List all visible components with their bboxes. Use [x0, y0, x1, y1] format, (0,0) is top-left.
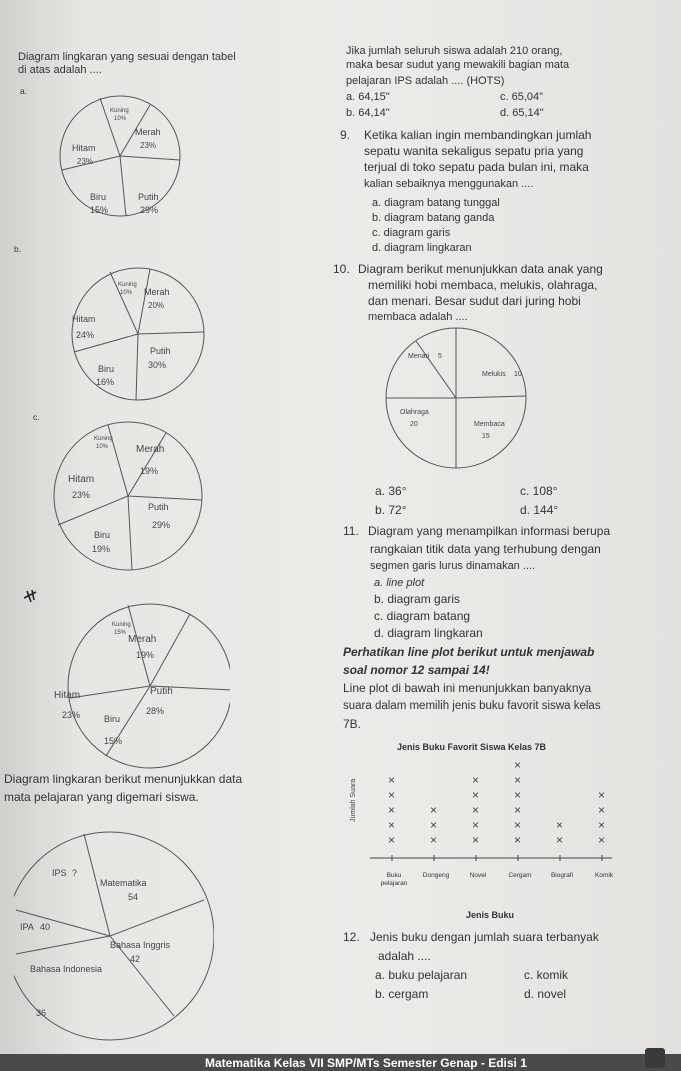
q8-stem-line-2: mata pelajaran yang digemari siswa.: [4, 790, 199, 804]
line-plot-mark: ×: [472, 818, 480, 832]
pie-ips-value: ?: [72, 868, 78, 878]
option-d-handwritten-mark: [22, 588, 40, 604]
q11-option-b[interactable]: b. diagram garis: [374, 592, 461, 606]
q10-line-2: memiliki hobi membaca, melukis, olahraga,: [368, 278, 598, 292]
pie-b-label-kuning: Kuning: [118, 282, 137, 288]
pie-c-label-kuning: Kuning: [94, 436, 113, 442]
pie-b-pct-kuning: 10%: [120, 290, 133, 296]
line-plot-mark: ×: [472, 788, 480, 802]
pie-d-pct-biru: 15%: [104, 736, 123, 746]
option-c-label: c.: [33, 412, 40, 422]
pie-menari-value: 5: [438, 353, 442, 360]
line-plot-title: Jenis Buku Favorit Siswa Kelas 7B: [397, 742, 547, 752]
q9-option-c[interactable]: c. diagram garis: [372, 227, 451, 239]
pie-menari-label: Menari: [408, 353, 430, 360]
pie-b-label-merah: Merah: [144, 287, 170, 297]
q11-line-1: Diagram yang menampilkan informasi berupa: [368, 524, 611, 538]
pie-a-label-putih: Putih: [138, 192, 159, 202]
q10-line-3: dan menari. Besar sudut dari juring hobi: [368, 294, 581, 308]
q10-option-d[interactable]: d. 144°: [520, 503, 559, 517]
pie-hobi: [370, 326, 550, 476]
q8-option-c[interactable]: c. 65,04": [500, 91, 544, 103]
line-plot-tick-label: Komik: [594, 872, 614, 879]
q9-line-2: sepatu wanita sekaligus sepatu pria yang: [364, 144, 584, 158]
line-plot-mark: ×: [388, 818, 396, 832]
q9-option-b[interactable]: b. diagram batang ganda: [372, 212, 495, 224]
line-plot-mark: ×: [598, 788, 606, 802]
q8-stem-line-1: Diagram lingkaran berikut menunjukkan data: [4, 772, 243, 786]
question-intro-line-1: Diagram lingkaran yang sesuai dengan tabel: [18, 51, 236, 63]
pie-membaca-value: 15: [482, 433, 490, 440]
line-plot-mark: ×: [514, 803, 522, 817]
q9-line-1: Ketika kalian ingin membandingkan jumlah: [364, 128, 592, 142]
line-plot-mark: ×: [556, 833, 564, 847]
pie-d-pct-hitam: 23%: [62, 710, 81, 720]
pie-c-label-merah: Merah: [136, 444, 165, 455]
pie-b-pct-biru: 16%: [96, 377, 115, 387]
pie-a-pct-kuning: 10%: [114, 116, 127, 122]
pie-matematika-label: Matematika: [100, 878, 147, 888]
line-plot-mark: ×: [388, 773, 396, 787]
q9-option-d[interactable]: d. diagram lingkaran: [372, 242, 472, 254]
line-plot: [340, 752, 616, 872]
line-plot-tick-label: Novel: [469, 872, 487, 879]
pie-bahasa-inggris-value: 42: [130, 954, 141, 964]
option-a-label: a.: [20, 86, 28, 96]
line-plot-mark: ×: [514, 818, 522, 832]
line-plot-mark: ×: [556, 818, 564, 832]
q11-option-a[interactable]: a. line plot: [374, 577, 425, 589]
pie-a-label-hitam: Hitam: [72, 143, 96, 153]
q10-option-b[interactable]: b. 72°: [375, 503, 407, 517]
pie-ips-label: IPS: [52, 868, 67, 878]
pie-melukis-label: Melukis: [482, 371, 506, 378]
line-plot-mark: ×: [430, 803, 438, 817]
pie-option-a: [40, 88, 220, 228]
instruction-line-1: Perhatikan line plot berikut untuk menjawab: [343, 645, 595, 659]
line-plot-mark: ×: [430, 818, 438, 832]
line-plot-mark: ×: [514, 773, 522, 787]
q10-line-4: membaca adalah ....: [368, 311, 468, 323]
pie-d-label-putih: Putih: [150, 686, 173, 697]
pie-a-pct-merah: 23%: [140, 141, 157, 150]
q8-text-line-3: pelajaran IPS adalah .... (HOTS): [346, 75, 505, 87]
q10-option-c[interactable]: c. 108°: [520, 484, 558, 498]
q9-option-a[interactable]: a. diagram batang tunggal: [372, 197, 500, 209]
pie-bahasa-inggris-label: Bahasa Inggris: [110, 940, 171, 950]
pie-olahraga-label: Olahraga: [400, 409, 429, 416]
line-plot-mark: ×: [514, 758, 522, 772]
pie-c-pct-putih: 29%: [152, 520, 171, 530]
line-plot-mark: ×: [472, 803, 480, 817]
pie-b-label-biru: Biru: [98, 364, 115, 374]
pie-c-pct-merah: 19%: [140, 466, 159, 476]
q8-text-line-2: maka besar sudut yang mewakili bagian mata: [346, 59, 570, 71]
line-plot-mark: ×: [472, 833, 480, 847]
q12-option-d[interactable]: d. novel: [524, 987, 567, 1001]
q12-line-1: Jenis buku dengan jumlah suara terbanyak: [370, 930, 599, 944]
q12-option-c[interactable]: c. komik: [524, 968, 569, 982]
option-b-label: b.: [14, 244, 22, 254]
pie-ipa-value: 40: [40, 922, 51, 932]
instruction-line-3: Line plot di bawah ini menunjukkan banyaknya: [343, 681, 592, 695]
pie-d-pct-merah: 19%: [136, 650, 155, 660]
question-intro-line-2: di atas adalah ....: [18, 64, 102, 76]
line-plot-tick-label: Cergam: [508, 872, 532, 879]
pie-d-label-merah: Merah: [128, 634, 157, 645]
q12-line-2: adalah ....: [378, 949, 431, 963]
line-plot-mark: ×: [598, 803, 606, 817]
pie-mata-pelajaran: [14, 826, 214, 1046]
q11-line-3: segmen garis lurus dinamakan ....: [370, 560, 536, 572]
pie-option-c: [40, 420, 220, 576]
line-plot-mark: ×: [472, 773, 480, 787]
q8-option-b[interactable]: b. 64,14": [346, 107, 390, 119]
pie-c-label-putih: Putih: [148, 502, 169, 512]
pie-a-label-merah: Merah: [135, 127, 161, 137]
pie-membaca-label: Membaca: [474, 421, 505, 428]
q12-option-a[interactable]: a. buku pelajaran: [375, 968, 468, 982]
q12-option-b[interactable]: b. cergam: [375, 987, 429, 1001]
q11-option-c[interactable]: c. diagram batang: [374, 609, 471, 623]
pie-d-pct-kuning: 15%: [114, 630, 127, 636]
pie-a-pct-biru: 15%: [90, 205, 109, 215]
pie-b-pct-putih: 30%: [148, 360, 167, 370]
q11-option-d[interactable]: d. diagram lingkaran: [374, 626, 483, 640]
line-plot-mark: ×: [598, 818, 606, 832]
q8-option-a[interactable]: a. 64,15": [346, 91, 390, 103]
footer: [0, 1054, 681, 1071]
q9-number: 9.: [340, 128, 351, 142]
instruction-line-5: 7B.: [343, 717, 362, 731]
line-plot-tick-label: Biografi: [550, 872, 574, 879]
line-plot-ylabel: Jumlah Suara: [350, 778, 357, 822]
q8-text-line-1: Jika jumlah seluruh siswa adalah 210 orang,: [346, 45, 563, 57]
q9-line-3: terjual di toko sepatu pada bulan ini, maka: [364, 160, 589, 174]
q10-option-a[interactable]: a. 36°: [375, 484, 407, 498]
pie-matematika-value: 54: [128, 892, 139, 902]
pie-option-b: [40, 262, 220, 412]
line-plot-mark: ×: [388, 803, 396, 817]
page-tab: [645, 1048, 665, 1068]
pie-melukis-value: 10: [514, 371, 522, 378]
pie-d-label-kuning: Kuning: [112, 622, 131, 628]
q9-line-4: kalian sebaiknya menggunakan ....: [364, 178, 534, 190]
line-plot-mark: ×: [598, 833, 606, 847]
pie-d-label-hitam: Hitam: [54, 690, 81, 701]
q8-option-d[interactable]: d. 65,14": [500, 107, 544, 119]
pie-c-pct-kuning: 10%: [96, 444, 109, 450]
pie-bahasa-indonesia-value: 36: [36, 1008, 47, 1018]
pie-b-pct-merah: 20%: [148, 301, 165, 310]
pie-option-d: [40, 602, 230, 772]
pie-b-pct-hitam: 24%: [76, 330, 95, 340]
q10-line-1: Diagram berikut menunjukkan data anak yang: [358, 262, 603, 276]
pie-b-label-putih: Putih: [150, 346, 171, 356]
pie-c-label-hitam: Hitam: [68, 474, 95, 485]
instruction-line-2: soal nomor 12 sampai 14!: [343, 663, 490, 677]
pie-c-label-biru: Biru: [94, 530, 111, 540]
pie-c-pct-hitam: 23%: [72, 490, 91, 500]
pie-ipa-label: IPA: [20, 922, 34, 932]
pie-a-pct-hitam: 23%: [77, 157, 94, 166]
line-plot-mark: ×: [514, 788, 522, 802]
line-plot-mark: ×: [388, 788, 396, 802]
line-plot-xlabel: Jenis Buku: [466, 910, 515, 920]
line-plot-mark: ×: [514, 833, 522, 847]
q11-line-2: rangkaian titik data yang terhubung dengan: [370, 542, 601, 556]
instruction-line-4: suara dalam memilih jenis buku favorit siswa kelas: [343, 700, 601, 712]
pie-d-label-biru: Biru: [104, 714, 121, 724]
line-plot-tick-label: Buku pelajaran: [380, 872, 408, 887]
q11-number: 11.: [343, 524, 359, 538]
pie-bahasa-indonesia-label: Bahasa Indonesia: [30, 964, 103, 974]
pie-c-pct-biru: 19%: [92, 544, 111, 554]
q12-number: 12.: [343, 930, 360, 944]
line-plot-tick-label: Dongeng: [422, 872, 450, 879]
pie-a-label-kuning: Kuning: [110, 108, 129, 114]
pie-olahraga-value: 20: [410, 421, 418, 428]
q10-number: 10.: [333, 262, 350, 276]
pie-d-pct-putih: 28%: [146, 706, 165, 716]
footer-text: Matematika Kelas VII SMP/MTs Semester Genap - Edisi 1: [205, 1056, 527, 1070]
pie-a-pct-putih: 29%: [140, 205, 159, 215]
line-plot-mark: ×: [388, 833, 396, 847]
pie-a-label-biru: Biru: [90, 192, 107, 202]
pie-b-label-hitam: Hitam: [72, 314, 96, 324]
line-plot-mark: ×: [430, 833, 438, 847]
